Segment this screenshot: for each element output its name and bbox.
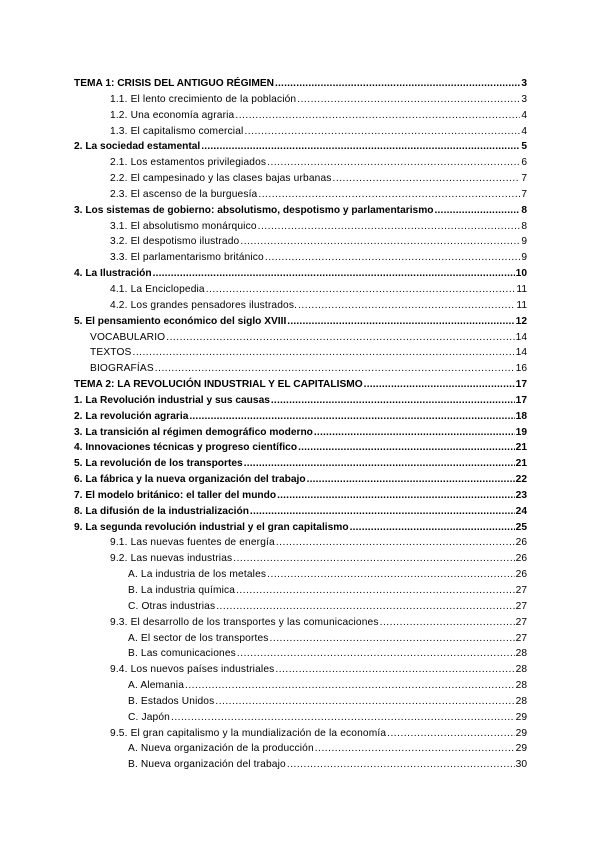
toc-entry-page-number: 7 — [521, 173, 527, 185]
toc-entry-label: 3.3. El parlamentarismo británico — [110, 252, 264, 264]
dot-leader — [189, 409, 514, 425]
toc-entry-page-number: 3 — [521, 93, 527, 105]
toc-entry[interactable] — [0, 472, 600, 488]
toc-entry-page-number: 27 — [515, 600, 527, 612]
toc-entry-page-number: 9 — [521, 236, 527, 248]
toc-entry[interactable] — [0, 92, 600, 108]
dot-leader — [380, 615, 515, 631]
dot-leader — [275, 76, 520, 92]
toc-entry[interactable] — [0, 504, 600, 520]
toc-entry[interactable] — [0, 393, 600, 409]
toc-entry[interactable] — [0, 330, 600, 346]
toc-entry-page-number: 22 — [515, 474, 527, 486]
toc-entry[interactable] — [0, 710, 600, 726]
toc-entry[interactable] — [0, 440, 600, 456]
dot-leader — [185, 678, 515, 694]
toc-entry-page-number: 27 — [515, 632, 527, 644]
toc-entry-page-number: 24 — [515, 505, 527, 517]
toc-entry[interactable] — [0, 124, 600, 140]
toc-entry-label: 9.2. Las nuevas industrias — [110, 553, 233, 565]
toc-entry-label: TEMA 1: CRISIS DEL ANTIGUO RÉGIMEN — [74, 78, 274, 89]
toc-entry[interactable] — [0, 219, 600, 235]
toc-entry-page-number: 21 — [515, 458, 527, 470]
toc-entry[interactable] — [0, 250, 600, 266]
dot-leader — [434, 203, 520, 219]
toc-entry-page-number: 28 — [515, 664, 527, 676]
dot-leader — [333, 171, 521, 187]
toc-entry[interactable] — [0, 377, 600, 393]
dot-leader — [265, 250, 520, 266]
toc-entry-page-number: 14 — [515, 347, 527, 359]
dot-leader — [287, 757, 515, 773]
toc-entry[interactable] — [0, 741, 600, 757]
toc-entry-label: 3.2. El despotismo ilustrado — [110, 236, 240, 248]
toc-entry-label: VOCABULARIO — [90, 331, 166, 343]
toc-entry-label: 1.1. El lento crecimiento de la población — [110, 93, 297, 105]
toc-entry-page-number: 6 — [521, 157, 527, 169]
toc-entry[interactable] — [0, 694, 600, 710]
toc-entry-page-number: 11 — [516, 283, 527, 295]
dot-leader — [233, 551, 514, 567]
dot-leader — [275, 662, 514, 678]
toc-entry-label: 4.2. Los grandes pensadores ilustrados. — [110, 299, 298, 311]
toc-entry[interactable] — [0, 108, 600, 124]
toc-entry[interactable] — [0, 757, 600, 773]
toc-entry-page-number: 18 — [515, 410, 527, 422]
dot-leader — [235, 108, 520, 124]
toc-entry-page-number: 27 — [515, 616, 527, 628]
toc-entry-label: 9.3. El desarrollo de los transportes y las comunicaciones — [110, 616, 379, 628]
table-of-contents — [0, 76, 600, 773]
dot-leader — [298, 298, 515, 314]
toc-entry-page-number: 19 — [515, 426, 527, 438]
toc-entry-label: 1. La Revolución industrial y sus causas — [74, 394, 270, 406]
dot-leader — [153, 266, 515, 282]
toc-entry-label: 5. El pensamiento económico del siglo XVIII — [74, 315, 287, 327]
toc-entry-page-number: 11 — [516, 299, 527, 311]
toc-entry-label: B. La industria química — [128, 585, 236, 596]
toc-entry-label: B. Estados Unidos — [128, 695, 215, 707]
toc-entry-page-number: 9 — [521, 252, 527, 264]
toc-entry-label: 1.2. Una economía agraria — [110, 109, 235, 121]
toc-entry-label: 2.1. Los estamentos privilegiados — [110, 157, 267, 169]
toc-entry-label: A. El sector de los transportes — [128, 632, 269, 644]
toc-entry-label: 9.1. Las nuevas fuentes de energía — [110, 537, 275, 549]
toc-entry[interactable] — [0, 314, 600, 330]
dot-leader — [314, 425, 515, 441]
toc-entry-label: 2. La sociedad estamental — [74, 141, 201, 153]
toc-entry-page-number: 4 — [521, 109, 527, 121]
dot-leader — [267, 567, 515, 583]
dot-leader — [236, 583, 515, 599]
toc-entry[interactable] — [0, 583, 600, 599]
toc-entry-page-number: 8 — [521, 220, 527, 232]
toc-entry-page-number: 26 — [515, 553, 527, 565]
toc-entry[interactable] — [0, 599, 600, 615]
toc-entry-page-number: 27 — [515, 585, 527, 596]
toc-entry-label: 9. La segunda revolución industrial y el gran capitalismo — [74, 521, 349, 533]
dot-leader — [270, 631, 515, 647]
dot-leader — [287, 314, 514, 330]
dot-leader — [364, 377, 515, 393]
dot-leader — [166, 330, 514, 346]
toc-entry[interactable] — [0, 187, 600, 203]
toc-entry-label: B. Las comunicaciones — [128, 648, 236, 660]
toc-entry-page-number: 26 — [515, 537, 527, 549]
toc-entry[interactable] — [0, 409, 600, 425]
dot-leader — [307, 472, 515, 488]
dot-leader — [250, 504, 515, 520]
toc-entry-page-number: 28 — [515, 680, 527, 692]
dot-leader — [201, 139, 520, 155]
dot-leader — [277, 488, 515, 504]
dot-leader — [206, 282, 516, 298]
toc-entry-page-number: 28 — [515, 695, 527, 707]
toc-entry[interactable] — [0, 76, 600, 92]
toc-entry[interactable] — [0, 282, 600, 298]
toc-entry-label: 8. La difusión de la industrialización — [74, 505, 249, 517]
toc-entry[interactable] — [0, 646, 600, 662]
toc-entry-page-number: 21 — [515, 442, 527, 454]
toc-entry-label: A. Alemania — [128, 680, 185, 692]
toc-entry-page-number: 29 — [515, 727, 527, 739]
dot-leader — [315, 741, 515, 757]
toc-entry-label: B. Nueva organización del trabajo — [128, 759, 286, 771]
dot-leader — [155, 361, 515, 377]
toc-entry-label: A. Nueva organización de la producción — [128, 743, 314, 755]
toc-entry[interactable] — [0, 345, 600, 361]
toc-entry-page-number: 12 — [515, 315, 527, 327]
toc-entry-page-number: 7 — [521, 188, 527, 200]
toc-entry-page-number: 5 — [521, 141, 527, 153]
dot-leader — [132, 345, 514, 361]
dot-leader — [237, 646, 515, 662]
toc-entry-page-number: 17 — [515, 379, 527, 391]
toc-entry-page-number: 30 — [515, 759, 527, 771]
toc-entry-label: TEMA 2: LA REVOLUCIÓN INDUSTRIAL Y EL CAPITALISMO — [74, 379, 363, 391]
toc-entry-page-number: 10 — [515, 268, 527, 280]
toc-entry-label: 4. La Ilustración — [74, 268, 152, 280]
dot-leader — [298, 440, 515, 456]
toc-entry-label: TEXTOS — [90, 347, 132, 359]
toc-entry-label: A. La industria de los metales — [128, 569, 267, 581]
dot-leader — [271, 393, 515, 409]
toc-entry-page-number: 29 — [515, 743, 527, 755]
toc-entry-page-number: 14 — [515, 331, 527, 343]
toc-entry-page-number: 25 — [515, 521, 527, 533]
toc-entry[interactable] — [0, 726, 600, 742]
toc-entry-label: 2. La revolución agraria — [74, 410, 189, 422]
toc-entry-label: 2.3. El ascenso de la burguesía — [110, 188, 258, 200]
toc-entry[interactable] — [0, 298, 600, 314]
dot-leader — [258, 187, 520, 203]
toc-entry[interactable] — [0, 631, 600, 647]
dot-leader — [350, 520, 515, 536]
toc-entry-label: 9.5. El gran capitalismo y la mundialización de la economía — [110, 727, 387, 739]
dot-leader — [244, 456, 515, 472]
toc-entry[interactable] — [0, 266, 600, 282]
toc-entry[interactable] — [0, 678, 600, 694]
toc-entry[interactable] — [0, 139, 600, 155]
toc-entry[interactable] — [0, 488, 600, 504]
toc-entry[interactable] — [0, 551, 600, 567]
toc-entry-label: C. Japón — [128, 711, 170, 723]
toc-entry-label: 3.1. El absolutismo monárquico — [110, 220, 257, 232]
toc-entry-label: 4.1. La Enciclopedia — [110, 283, 205, 295]
toc-entry-page-number: 16 — [515, 363, 527, 375]
toc-entry-label: 3. Los sistemas de gobierno: absolutismo, despotismo y parlamentarismo — [74, 204, 434, 216]
toc-entry-label: BIOGRAFÍAS — [90, 363, 154, 375]
toc-entry[interactable] — [0, 171, 600, 187]
toc-entry[interactable] — [0, 520, 600, 536]
dot-leader — [215, 694, 514, 710]
toc-entry-page-number: 3 — [521, 78, 527, 89]
toc-entry-label: 3. La transición al régimen demográfico moderno — [74, 426, 313, 438]
toc-entry-label: 6. La fábrica y la nueva organización del trabajo — [74, 474, 306, 486]
toc-entry[interactable] — [0, 234, 600, 250]
dot-leader — [171, 710, 515, 726]
toc-entry-label: 9.4. Los nuevos países industriales — [110, 664, 275, 676]
toc-entry-label: C. Otras industrias — [128, 600, 216, 612]
dot-leader — [258, 219, 521, 235]
toc-entry[interactable] — [0, 567, 600, 583]
toc-entry[interactable] — [0, 456, 600, 472]
toc-entry-label: 5. La revolución de los transportes — [74, 458, 243, 470]
toc-entry[interactable] — [0, 361, 600, 377]
dot-leader — [216, 599, 514, 615]
toc-entry-page-number: 29 — [515, 711, 527, 723]
toc-entry-label: 2.2. El campesinado y las clases bajas urbanas — [110, 173, 332, 185]
dot-leader — [244, 124, 520, 140]
toc-entry-page-number: 26 — [515, 569, 527, 581]
toc-entry-page-number: 28 — [515, 648, 527, 660]
toc-entry[interactable] — [0, 662, 600, 678]
dot-leader — [240, 234, 520, 250]
toc-entry-label: 4. Innovaciones técnicas y progreso científico — [74, 442, 298, 454]
toc-entry-page-number: 17 — [515, 394, 527, 406]
toc-entry-page-number: 8 — [521, 204, 527, 216]
dot-leader — [276, 535, 515, 551]
dot-leader — [387, 726, 515, 742]
dot-leader — [297, 92, 520, 108]
toc-entry-page-number: 23 — [515, 489, 527, 501]
toc-entry-page-number: 4 — [521, 125, 527, 137]
toc-entry[interactable] — [0, 155, 600, 171]
toc-entry-label: 1.3. El capitalismo comercial — [110, 125, 244, 137]
toc-entry[interactable] — [0, 535, 600, 551]
toc-entry[interactable] — [0, 615, 600, 631]
dot-leader — [267, 155, 520, 171]
toc-entry[interactable] — [0, 425, 600, 441]
toc-entry-label: 7. El modelo británico: el taller del mundo — [74, 489, 277, 501]
toc-entry[interactable] — [0, 203, 600, 219]
